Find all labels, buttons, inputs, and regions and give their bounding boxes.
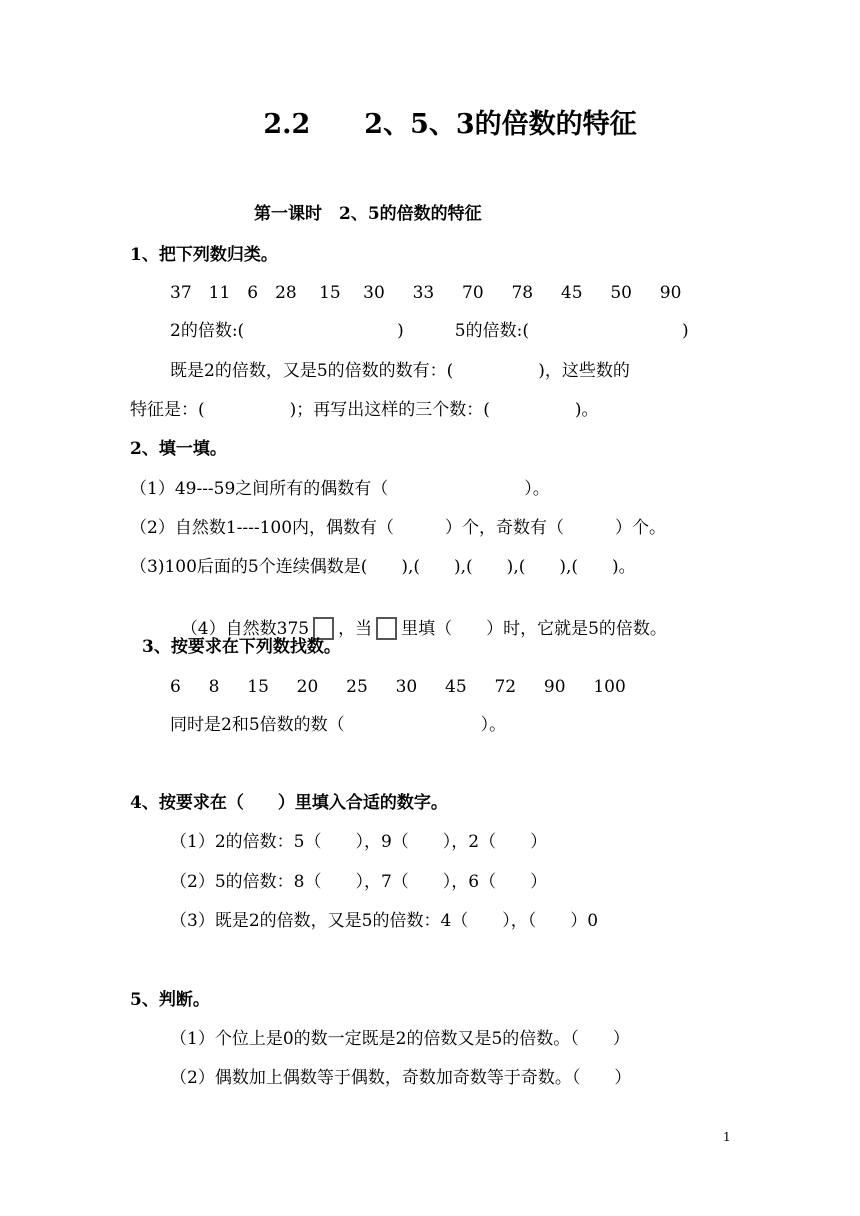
q2-item-4-text-c: 里填（ ）时，它就是5的倍数。: [401, 619, 667, 639]
q5-item-2: （2）偶数加上偶数等于偶数，奇数加奇数等于奇数。（ ）: [170, 1068, 632, 1088]
blank-box: [376, 617, 397, 640]
page-title: 2.2 2、5、3的倍数的特征: [263, 109, 637, 140]
q1-line-b: 既是2的倍数，又是5的倍数的数有：( )，这些数的: [170, 361, 630, 381]
q2-item-4-text-a: （4）自然数375: [180, 619, 310, 639]
q1-line-c: 特征是：( )；再写出这样的三个数：( )。: [130, 400, 599, 420]
q3-line: 同时是2和5倍数的数（ ）。: [170, 715, 507, 735]
q1-heading: 1、把下列数归类。: [130, 245, 278, 265]
q2-item-2: （2）自然数1----100内，偶数有（ ）个，奇数有（ ）个。: [130, 518, 667, 538]
lesson-subtitle: 第一课时 2、5的倍数的特征: [254, 204, 482, 224]
q5-item-1: （1）个位上是0的数一定既是2的倍数又是5的倍数。（ ）: [170, 1029, 630, 1049]
q2-item-4-text-b: ，当: [338, 619, 373, 639]
q1-numbers: 37 11 6 28 15 30 33 70 78 45 50 90: [170, 283, 682, 303]
q4-item-3: （3）既是2的倍数，又是5的倍数：4（ ），（ ）0: [170, 911, 599, 931]
q2-item-1: （1）49---59之间所有的偶数有（ ）。: [130, 479, 550, 499]
q1-line-a: 2的倍数:( ) 5的倍数:( ): [170, 321, 689, 341]
q2-item-4: [170, 595, 667, 640]
q4-item-2: （2）5的倍数：8（ ），7（ ），6（ ）: [170, 872, 548, 892]
q5-heading: 5、判断。: [130, 990, 210, 1010]
q4-heading: 4、按要求在（ ）里填入合适的数字。: [130, 793, 448, 813]
q3-numbers: 6 8 15 20 25 30 45 72 90 100: [170, 677, 626, 697]
page-number: 1: [723, 1130, 731, 1144]
q3-heading: 3、按要求在下列数找数。: [142, 637, 341, 657]
q2-item-3: （3)100后面的5个连续偶数是( ),( ),( ),( ),( )。: [130, 557, 636, 577]
q2-heading: 2、填一填。: [130, 439, 227, 459]
q4-item-1: （1）2的倍数：5（ ），9（ ），2（ ）: [170, 832, 548, 852]
